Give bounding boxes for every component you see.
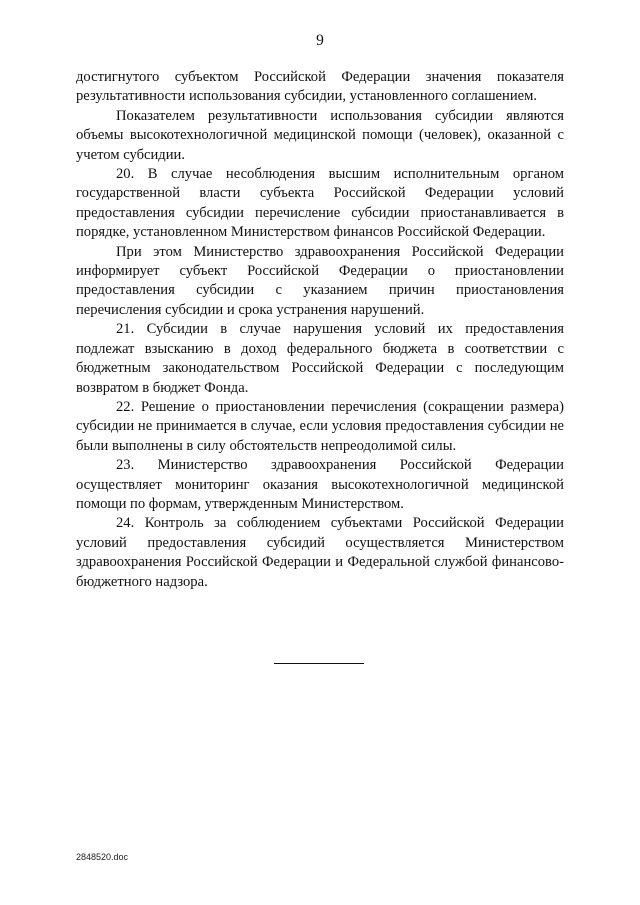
paragraph-clause-23: 23. Министерство здравоохранения Российской Федерации осуществляет мониторинг оказания высокотехнологичной медицинской помощи по формам, утвержденным Министерством.	[76, 457, 564, 512]
paragraph-result-indicator: Показателем результативности использования субсидии являются объемы высокотехнологичной медицинской помощи (человек), оказанной с учетом субсидии.	[76, 107, 564, 163]
document-file-code: 2848520.doc	[76, 852, 129, 862]
end-separator-line	[274, 663, 364, 664]
paragraph-clause-21: 21. Субсидии в случае нарушения условий их предоставления подлежат взысканию в доход федерального бюджета в соответствии с бюджетным законодательством Российской Федерации с последующим возвратом в бюджет Фонда.	[76, 321, 564, 396]
page-number: 9	[316, 32, 324, 49]
paragraph-clause-20: 20. В случае несоблюдения высшим исполнительным органом государственной власти субъекта Российской Федерации условий предоставления субсидии перечисление субсидии приостанавливается в порядке, установленном Министерством финансов Российской Федерации.	[76, 166, 564, 241]
paragraph-clause-24: 24. Контроль за соблюдением субъектами Российской Федерации условий предоставления субсидий осуществляется Министерством здравоохранения Российской Федерации и Федеральной службой финансово-бюджетного надзора.	[76, 515, 564, 590]
paragraph-clause-22: 22. Решение о приостановлении перечисления (сокращении размера) субсидии не принимается в случае, если условия предоставления субсидии не были выполнены в силу обстоятельств непреодолимой силы.	[76, 398, 564, 454]
document-body	[76, 68, 564, 592]
paragraph-ministry-notice: При этом Министерство здравоохранения Российской Федерации информирует субъект Российской Федерации о приостановлении предоставления субсидии с указанием причин приостановления перечисления субсидии и срока устранения нарушений.	[76, 243, 564, 318]
paragraph-continuation: достигнутого субъектом Российской Федерации значения показателя результативности использования субсидии, установленного соглашением.	[76, 69, 564, 105]
